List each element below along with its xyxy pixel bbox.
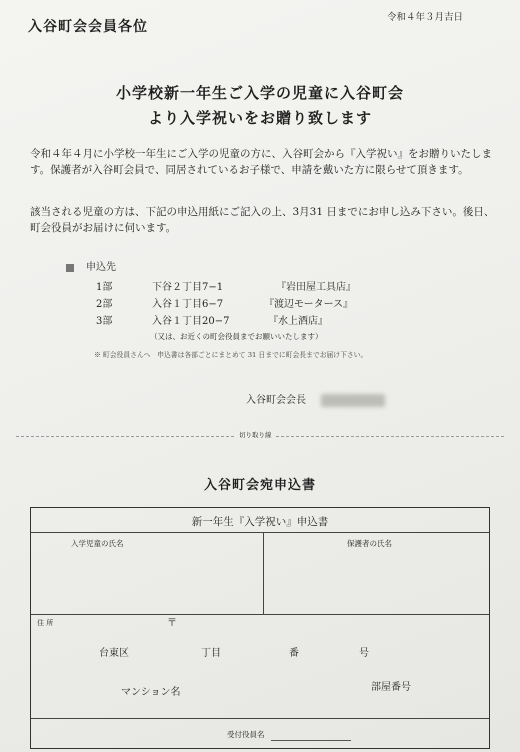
location-address: 入谷１丁目20−7: [152, 316, 230, 327]
chairman-label: 入谷町会会長: [246, 395, 306, 406]
room-label: 部屋番号: [371, 682, 411, 693]
contact-note: （又は、お近くの町会役員までお願いいたします）: [150, 332, 323, 341]
location-division: 3部: [96, 316, 113, 327]
location-shop: 『渡辺モータース』: [264, 299, 354, 310]
application-heading-text: 申込先: [86, 262, 116, 273]
recipient-heading: 入谷町会会員各位: [28, 19, 148, 35]
officer-signature-line[interactable]: [271, 740, 351, 741]
form-divider: [31, 718, 489, 719]
title-line-2: より入学祝いをお贈り致します: [147, 109, 372, 127]
redacted-chairman-name: [321, 394, 385, 407]
address-field[interactable]: [37, 630, 483, 700]
body-paragraph-2: 該当される児童の方は、下記の申込用紙にご記入の上、3月31 日までにお申し込み下さい。後日、町会役員がお届けに伺います。: [30, 206, 495, 234]
square-bullet-icon: [66, 264, 74, 272]
location-shop: 『岩田屋工具店』: [276, 282, 356, 293]
location-address: 下谷２丁目7−1: [152, 282, 224, 293]
chairman-signature: [246, 391, 385, 407]
body-paragraph-1: 令和４年４月に小学校一年生にご入学の児童の方に、入谷町会から『入学祝い』をお贈りいたします。保護者が入谷町会員で、同居されているお子様で、申請を戴いた方に限らせて頂きます。: [30, 148, 492, 176]
officer-note: ※ 町会役員さんへ 申込書は各部ごとにまとめて 31 日までに町会長までお届け下さい。: [94, 351, 368, 359]
banchi-label: 番: [289, 648, 299, 659]
postal-mark: 〒: [167, 618, 177, 629]
form-column-divider: [263, 532, 264, 614]
issue-date: 令和４年３月吉日: [387, 12, 464, 23]
mansion-label: マンション名: [121, 687, 181, 698]
child-name-field[interactable]: [37, 552, 257, 610]
title-line-1: 小学校新一年生ご入学の児童に入谷町会: [115, 84, 404, 102]
application-section-heading: [66, 258, 116, 273]
application-form: [30, 507, 490, 749]
child-name-label: 入学児童の氏名: [71, 539, 124, 548]
form-header: 新一年生『入学祝い』申込書: [191, 516, 329, 528]
cut-line-label: 切り取り線: [236, 430, 275, 439]
officer-label: 受付役員名: [227, 730, 265, 739]
chome-label: 丁目: [201, 648, 221, 659]
location-division: 1部: [96, 282, 113, 293]
location-address: 入谷１丁目6−7: [152, 299, 224, 310]
location-division: 2部: [96, 299, 113, 310]
form-divider: [31, 614, 489, 615]
guardian-name-label: 保護者の氏名: [347, 539, 392, 548]
go-label: 号: [359, 648, 369, 659]
ward-label: 台東区: [99, 648, 129, 659]
guardian-name-field[interactable]: [269, 552, 483, 610]
address-label: 住 所: [37, 619, 54, 627]
location-shop: 『水上酒店』: [268, 316, 328, 327]
form-title: 入谷町会宛申込書: [203, 478, 316, 493]
form-divider: [31, 532, 489, 533]
